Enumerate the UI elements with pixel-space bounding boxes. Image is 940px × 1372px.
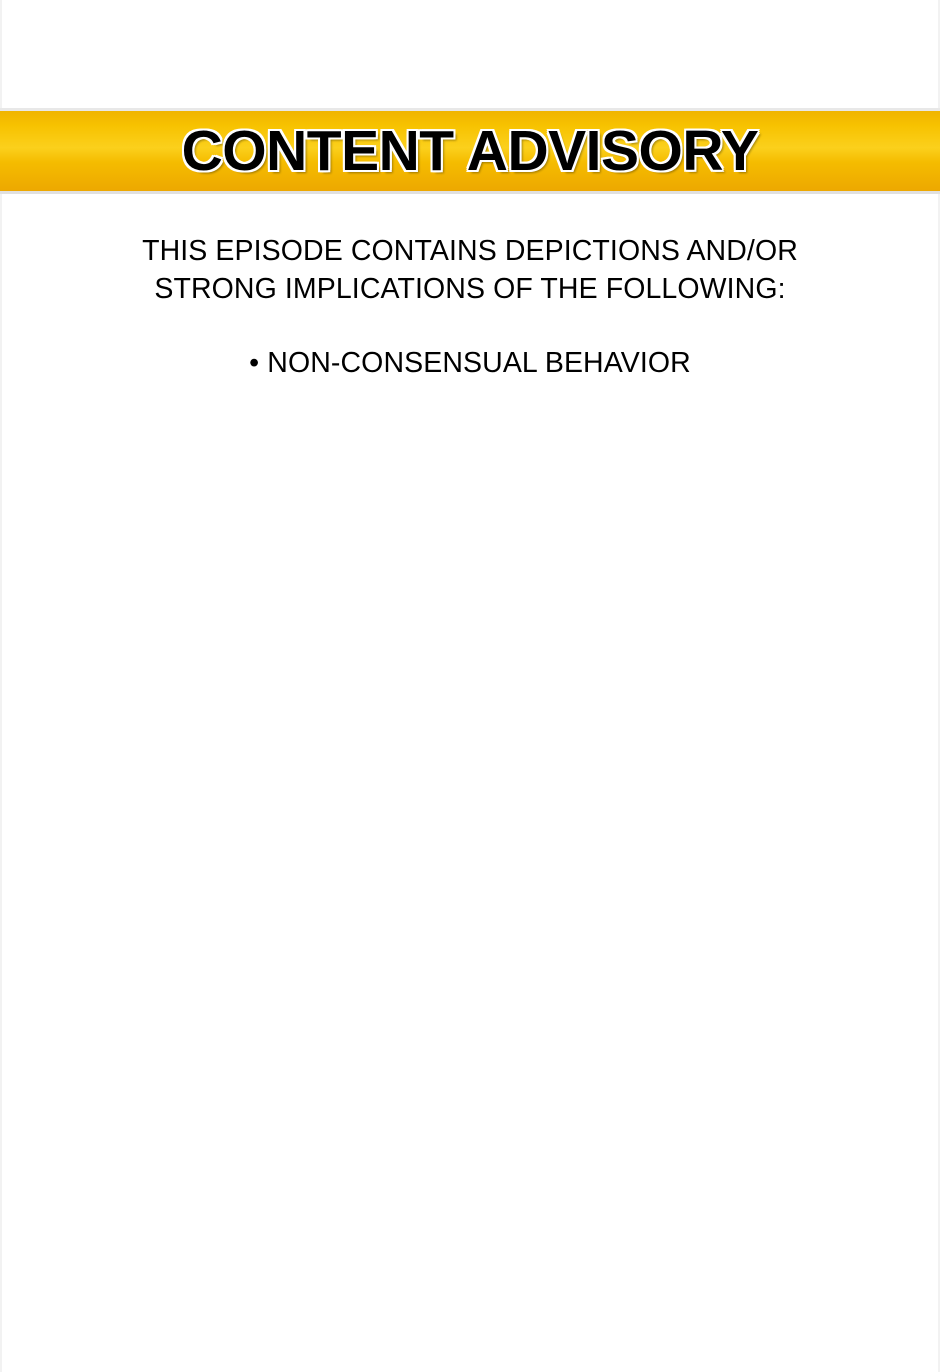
advisory-intro-line-1: THIS EPISODE CONTAINS DEPICTIONS AND/OR <box>142 235 798 267</box>
content-advisory-banner <box>0 108 940 194</box>
page-title: CONTENT ADVISORY <box>181 118 759 183</box>
advisory-intro <box>0 232 940 308</box>
list-item: • NON-CONSENSUAL BEHAVIOR <box>249 347 691 379</box>
advisory-body <box>0 232 940 382</box>
advisory-intro-line-2: STRONG IMPLICATIONS OF THE FOLLOWING: <box>154 273 786 305</box>
advisory-item-list <box>0 344 940 382</box>
